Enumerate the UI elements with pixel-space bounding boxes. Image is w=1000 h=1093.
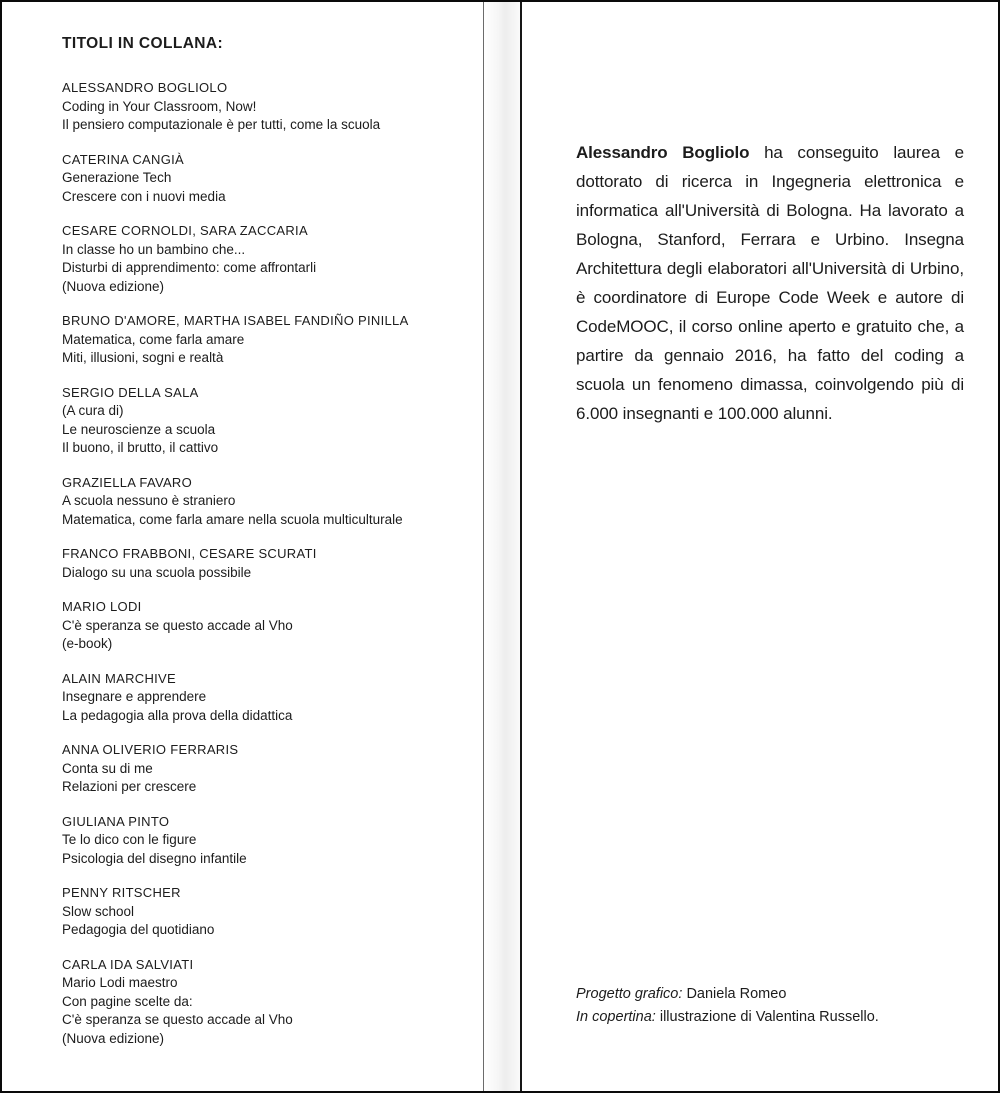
entry-authors: FRANCO FRABBONI, CESARE SCURATI	[62, 546, 317, 561]
entry-title-line: Slow school	[62, 903, 135, 919]
entry-title-line: Dialogo su una scuola possibile	[62, 564, 252, 580]
entry-authors: ALAIN MARCHIVE	[62, 670, 177, 686]
author-name: Alessandro Bogliolo	[576, 143, 750, 162]
entry-title-line: Crescere con i nuovi media	[62, 188, 226, 204]
entry-authors: CESARE CORNOLDI, SARA ZACCARIA	[62, 223, 308, 238]
entry-title-line: Te lo dico con le figure	[62, 832, 197, 847]
series-entry	[62, 312, 467, 368]
entry-title-line: (Nuova edizione)	[62, 1030, 165, 1046]
entry-title-line: Con pagine scelte da:	[62, 993, 193, 1009]
entry-authors: GIULIANA PINTO	[62, 813, 170, 829]
colophon-line-cover	[576, 1006, 879, 1029]
entry-authors: CATERINA CANGIÀ	[62, 151, 185, 167]
colophon-value-cover: illustrazione di Valentina Russello.	[659, 1009, 879, 1025]
entry-title-line: Generazione Tech	[62, 170, 172, 185]
entry-title-line: Le neuroscienze a scuola	[62, 421, 216, 437]
entry-authors: SERGIO DELLA SALA	[62, 384, 199, 400]
series-entry	[62, 884, 467, 940]
series-titles-list	[62, 79, 467, 1048]
series-entry	[62, 545, 467, 582]
colophon-label-cover: In copertina:	[576, 1009, 656, 1025]
series-entry	[62, 670, 467, 726]
series-entry	[62, 598, 467, 654]
entry-authors: ALESSANDRO BOGLIOLO	[62, 80, 228, 95]
entry-title-line: Insegnare e apprendere	[62, 689, 207, 704]
entry-authors: BRUNO D'AMORE, MARTHA ISABEL FANDIÑO PINILLA	[62, 313, 409, 328]
series-entry	[62, 956, 467, 1049]
entry-title-line: In classe ho un bambino che...	[62, 241, 246, 257]
entry-authors: PENNY RITSCHER	[62, 885, 181, 900]
series-entry	[62, 813, 467, 869]
entry-title-line: Matematica, come farla amare	[62, 331, 245, 347]
entry-authors: ANNA OLIVERIO FERRARIS	[62, 742, 239, 757]
series-entry	[62, 151, 467, 207]
entry-title-line: A scuola nessuno è straniero	[62, 493, 236, 508]
colophon-value-design: Daniela Romeo	[686, 986, 787, 1002]
page-gutter	[483, 2, 522, 1091]
colophon-label-design: Progetto grafico:	[576, 986, 683, 1002]
entry-title-line: Pedagogia del quotidiano	[62, 922, 215, 937]
entry-title-line: La pedagogia alla prova della didattica	[62, 707, 293, 723]
series-entry	[62, 741, 467, 797]
entry-title-line: Coding in Your Classroom, Now!	[62, 98, 257, 114]
entry-title-line: C'è speranza se questo accade al Vho	[62, 617, 293, 633]
entry-authors: CARLA IDA SALVIATI	[62, 956, 194, 972]
entry-title-line: Il pensiero computazionale è per tutti, come la scuola	[62, 117, 381, 132]
entry-title-line: Relazioni per crescere	[62, 779, 197, 794]
series-entry	[62, 79, 467, 135]
entry-title-line: Psicologia del disegno infantile	[62, 850, 247, 866]
entry-title-line: Il buono, il brutto, il cattivo	[62, 440, 219, 455]
author-bio	[576, 138, 964, 428]
entry-authors: GRAZIELLA FAVARO	[62, 474, 193, 490]
entry-title-line: Disturbi di apprendimento: come affrontarli	[62, 260, 317, 275]
entry-title-line: (e-book)	[62, 636, 113, 651]
entry-title-line: C'è speranza se questo accade al Vho	[62, 1012, 293, 1027]
entry-title-line: Mario Lodi maestro	[62, 975, 178, 990]
author-bio-text: ha conseguito laurea e dottorato di ricerca in Ingegneria elettronica e informatica all'Università di Bologna. Ha lavorato a Bologna, Stanford, Ferrara e Urbino. Insegna Architettura degli elaboratori all'Università di Urbino, è coordinatore di Europe Code Week e autore di CodeMOOC, il corso online aperto e gratuito che, a partire da gennaio 2016, ha fatto del coding a scuola un fenomeno dimassa, coinvolgendo più di 6.000 insegnanti e 100.000 alunni.	[576, 143, 964, 423]
series-entry	[62, 474, 467, 530]
entry-title-line: Conta su di me	[62, 760, 153, 776]
colophon-line-design	[576, 983, 879, 1006]
entry-title-line: (A cura di)	[62, 403, 124, 418]
series-entry	[62, 222, 467, 296]
entry-title-line: Matematica, come farla amare nella scuola multiculturale	[62, 511, 403, 527]
colophon	[576, 983, 879, 1029]
left-page	[2, 2, 483, 1091]
right-page	[522, 2, 998, 1091]
entry-title-line: (Nuova edizione)	[62, 278, 165, 294]
series-entry	[62, 384, 467, 458]
entry-authors: MARIO LODI	[62, 599, 142, 614]
series-heading: TITOLI IN COLLANA:	[62, 35, 224, 52]
entry-title-line: Miti, illusioni, sogni e realtà	[62, 350, 224, 365]
